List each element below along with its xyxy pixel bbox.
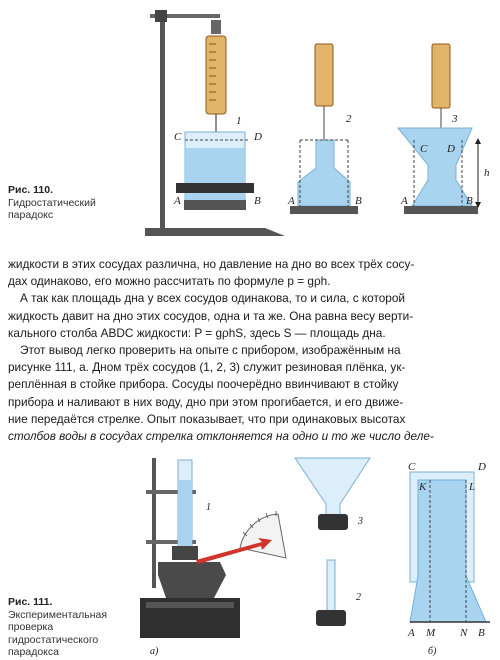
text-line: дах одинаково, его можно рассчитать по формуле p = gρh.	[8, 274, 331, 289]
fig111-label-1: 1	[206, 502, 211, 513]
fig111-caption-line: гидростатического	[8, 633, 99, 646]
fig111-caption-line: проверка	[8, 621, 54, 633]
fig111-label-A: A	[408, 627, 415, 639]
fig111-caption-line: парадокса	[8, 646, 59, 658]
fig111-label-2: 2	[356, 592, 361, 603]
fig110-label-A3: A	[401, 195, 408, 207]
text-line: жидкости в этих сосудах различна, но давление на дно во всех трёх сосу-	[8, 257, 415, 271]
text-line: Этот вывод легко проверить на опыте с прибором, изображённым на	[20, 343, 401, 358]
fig111-label-N: N	[460, 627, 468, 639]
text-line: столбов воды в сосудах стрелка отклоняется на одно и то же число деле-	[8, 429, 434, 444]
stand-base	[145, 228, 285, 236]
fig110-label-C3: C	[420, 143, 428, 155]
fig111-label-C: C	[408, 461, 416, 473]
fig110-caption-line: Гидростатический	[8, 196, 96, 209]
fig110-label-h: h	[484, 167, 490, 179]
fig110-label-1: 1	[236, 115, 242, 127]
fig110-label-B: B	[254, 195, 261, 207]
fig110-label-B3: B	[466, 195, 473, 207]
fig111-part-a: а)	[150, 646, 159, 657]
fig111-part-b: б)	[428, 646, 437, 657]
fig111-caption-title: Рис. 111.	[8, 596, 53, 608]
fig110-label-2: 2	[346, 113, 352, 125]
fig111-label-L: L	[469, 481, 476, 493]
text-line: кального столба ABDC жидкости: P = gρhS, здесь S — площадь дна.	[8, 325, 386, 340]
text-line: прибора и наливают в них воду, дно при этом прогибается, и его движе-	[8, 394, 404, 409]
fig110-label-A2: A	[288, 195, 295, 207]
dynamometer-1	[206, 20, 226, 150]
fig110-label-3: 3	[452, 113, 458, 125]
fig111-caption	[8, 596, 148, 659]
fig111-label-D: D	[478, 461, 486, 473]
vessel-3	[398, 44, 481, 214]
vessel-b	[410, 472, 490, 622]
vessel-2	[290, 44, 358, 214]
body-text	[8, 256, 492, 445]
fig110-caption	[8, 184, 138, 222]
vessel-3-funnel	[295, 458, 370, 516]
text-line: ние передаётся стрелке. Опыт показывает, что при одинаковых высотах	[8, 411, 406, 426]
fig110-label-D3: D	[447, 143, 455, 155]
text-line: рисунке 111, а. Дном трёх сосудов (1, 2, 3) служит резиновая плёнка, ук-	[8, 360, 406, 375]
fig111-label-K: K	[419, 481, 427, 493]
vessel-2-tube	[327, 560, 335, 612]
fig110-label-D: D	[254, 131, 262, 143]
text-line: А так как площадь дна у всех сосудов одинакова, то и сила, с которой	[20, 291, 406, 306]
fig111-label-B: B	[478, 627, 485, 639]
fig111-label-M: M	[426, 627, 436, 639]
stand-rod	[160, 10, 165, 228]
fig110-label-A: A	[174, 195, 181, 207]
text-line: жидкость давит на дно этих сосудов, одна и та же. Она равна весу верти-	[8, 308, 414, 323]
fig110-caption-line: парадокс	[8, 209, 54, 221]
fig110-caption-title: Рис. 110.	[8, 184, 53, 196]
fig111-caption-line: Экспериментальная	[8, 608, 108, 621]
text-line: реплённая в стойке прибора. Сосуды поочерёдно ввинчивают в стойку	[8, 377, 399, 392]
vessel-1	[176, 132, 254, 210]
fig111-label-3: 3	[358, 516, 363, 527]
fig110-label-B2: B	[355, 195, 362, 207]
device-body	[158, 562, 226, 598]
fig110-label-C: C	[174, 131, 182, 143]
